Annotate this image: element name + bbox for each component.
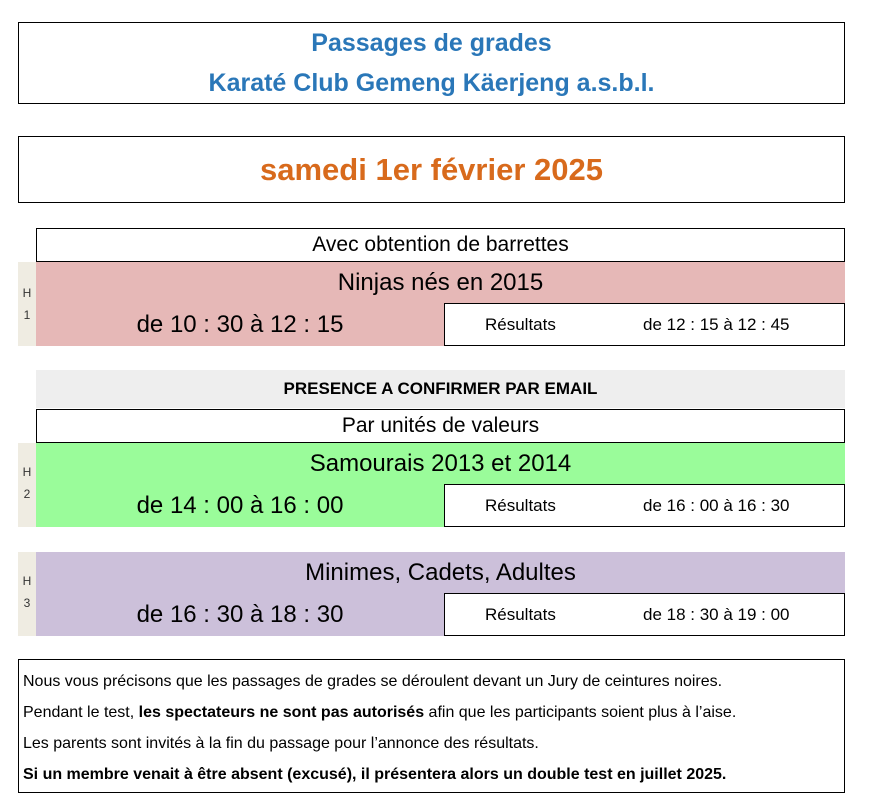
note-spectators bbox=[23, 697, 844, 728]
notes-box bbox=[18, 659, 845, 793]
note-jury-text: Nous vous précisons que les passages de grades se déroulent devant un Jury de ceintures noires. bbox=[23, 673, 723, 690]
presence-notice: PRESENCE A CONFIRMER PAR EMAIL bbox=[36, 370, 845, 408]
group-3-results-label: Résultats bbox=[485, 604, 556, 624]
note-spectators-start: Pendant le test, bbox=[23, 704, 139, 721]
group-1-title: Ninjas nés en 2015 bbox=[337, 269, 544, 296]
group-2-results-time: de 16 : 00 à 16 : 30 bbox=[643, 495, 790, 515]
group-2-title: Samourais 2013 et 2014 bbox=[309, 450, 572, 477]
note-jury bbox=[23, 666, 844, 697]
group-2-side-number: 2 bbox=[23, 487, 31, 501]
group-2-time: de 14 : 00 à 16 : 00 bbox=[136, 492, 344, 519]
group-3-side-strip bbox=[18, 552, 36, 636]
page-title: Passages de grades bbox=[311, 29, 552, 57]
group-1-side-strip bbox=[18, 262, 36, 346]
group-3-band bbox=[36, 552, 845, 636]
group-2-band bbox=[36, 443, 845, 527]
note-parents bbox=[23, 728, 844, 759]
group-1-results-box bbox=[444, 303, 845, 346]
group-1-band bbox=[36, 262, 845, 346]
group-2-side-letter: H bbox=[22, 465, 32, 479]
group-2-subtitle: Par unités de valeurs bbox=[36, 409, 845, 443]
group-3-time: de 16 : 30 à 18 : 30 bbox=[136, 601, 344, 628]
note-spectators-end: afin que les participants soient plus à l’aise. bbox=[424, 704, 737, 721]
group-1-side-letter: H bbox=[22, 286, 32, 300]
note-absence bbox=[23, 759, 844, 790]
note-absence-text: Si un membre venait à être absent (excusé), il présentera alors un double test en juillet 2025. bbox=[23, 766, 727, 783]
group-3-results-time: de 18 : 30 à 19 : 00 bbox=[643, 604, 790, 624]
group-3-results-box bbox=[444, 593, 845, 636]
header-box bbox=[18, 22, 845, 104]
group-1-subtitle: Avec obtention de barrettes bbox=[36, 228, 845, 262]
group-1-results-label: Résultats bbox=[485, 314, 556, 334]
group-3-side-number: 3 bbox=[23, 596, 31, 610]
note-spectators-bold: les spectateurs ne sont pas autorisés bbox=[138, 704, 425, 721]
group-1-side-number: 1 bbox=[23, 308, 31, 322]
club-name: Karaté Club Gemeng Käerjeng a.s.b.l. bbox=[208, 69, 655, 97]
note-parents-text: Les parents sont invités à la fin du passage pour l’annonce des résultats. bbox=[23, 735, 539, 752]
group-3-title: Minimes, Cadets, Adultes bbox=[305, 559, 576, 586]
group-2-results-label: Résultats bbox=[485, 495, 556, 515]
group-2-side-strip bbox=[18, 443, 36, 527]
group-3-side-letter: H bbox=[22, 574, 32, 588]
event-date: samedi 1er février 2025 bbox=[18, 136, 845, 203]
group-1-time: de 10 : 30 à 12 : 15 bbox=[136, 311, 344, 338]
group-1-results-time: de 12 : 15 à 12 : 45 bbox=[643, 314, 790, 334]
group-2-results-box bbox=[444, 484, 845, 527]
